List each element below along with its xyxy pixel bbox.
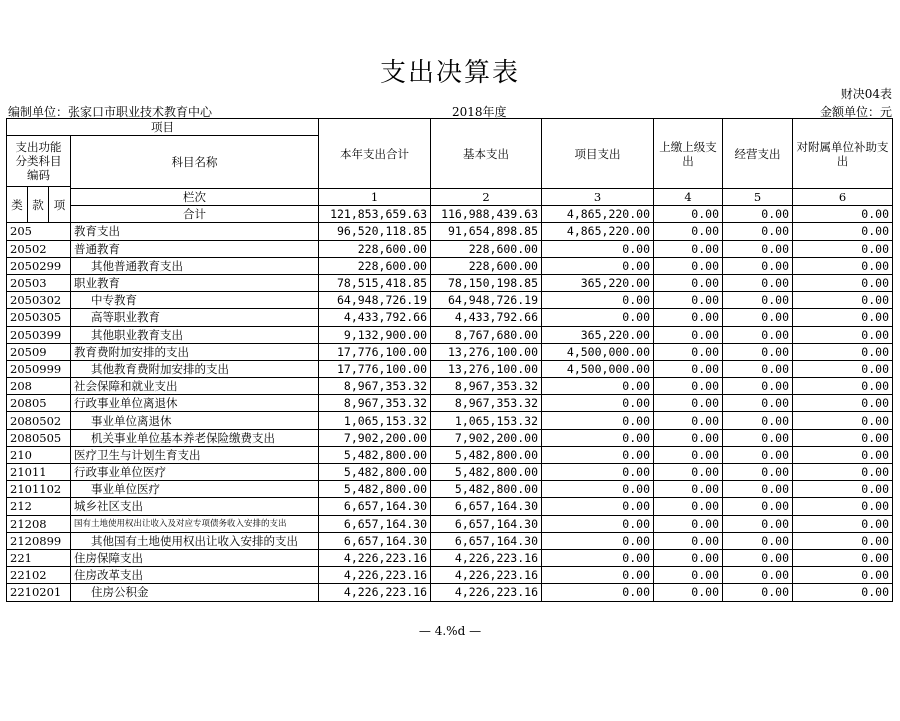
row-amount: 0.00 [654,567,723,584]
row-amount: 0.00 [542,309,654,326]
row-amount: 4,433,792.66 [319,309,431,326]
row-amount: 6,657,164.30 [319,498,431,515]
row-amount: 7,902,200.00 [319,429,431,446]
row-amount: 0.00 [654,446,723,463]
row-subject-name: 事业单位医疗 [71,481,319,498]
total-cell: 4,865,220.00 [542,206,654,223]
row-subject-name: 国有土地使用权出让收入及对应专项债务收入安排的支出 [71,515,319,532]
row-amount: 0.00 [542,515,654,532]
row-amount: 0.00 [793,429,893,446]
row-code: 2210201 [7,584,71,601]
row-amount: 0.00 [654,532,723,549]
row-amount: 0.00 [793,532,893,549]
row-amount: 0.00 [723,549,793,566]
header-lei: 类 [7,187,28,223]
row-subject-name: 中专教育 [71,292,319,309]
header-func-code: 支出功能分类科目编码 [7,136,71,187]
row-amount: 4,865,220.00 [542,223,654,240]
row-subject-name: 教育费附加安排的支出 [71,343,319,360]
row-amount: 64,948,726.19 [319,292,431,309]
row-amount: 0.00 [723,446,793,463]
row-amount: 0.00 [542,481,654,498]
row-amount: 1,065,153.32 [319,412,431,429]
row-code: 2080502 [7,412,71,429]
table-row [7,292,893,309]
row-subject-name: 普通教育 [71,240,319,257]
row-amount: 0.00 [793,567,893,584]
page-title: 支出决算表 [379,58,520,88]
table-row [7,274,893,291]
row-subject-name: 社会保障和就业支出 [71,378,319,395]
table-row [7,498,893,515]
row-amount: 91,654,898.85 [431,223,542,240]
header-upper: 上缴上级支出 [654,119,723,189]
row-amount: 0.00 [793,240,893,257]
row-amount: 0.00 [723,343,793,360]
row-code: 208 [7,378,71,395]
row-subject-name: 其他职业教育支出 [71,326,319,343]
row-amount: 0.00 [793,412,893,429]
row-amount: 0.00 [793,446,893,463]
row-amount: 8,967,353.32 [431,395,542,412]
row-code: 22102 [7,567,71,584]
row-amount: 4,500,000.00 [542,360,654,377]
row-amount: 17,776,100.00 [319,360,431,377]
row-amount: 4,226,223.16 [319,549,431,566]
row-amount: 0.00 [542,395,654,412]
row-amount: 0.00 [723,412,793,429]
row-amount: 6,657,164.30 [431,515,542,532]
row-amount: 0.00 [654,412,723,429]
row-amount: 6,657,164.30 [431,532,542,549]
row-amount: 6,657,164.30 [319,515,431,532]
row-subject-name: 职业教育 [71,274,319,291]
row-amount: 4,226,223.16 [431,584,542,601]
row-amount: 0.00 [654,481,723,498]
row-amount: 0.00 [542,257,654,274]
row-amount: 6,657,164.30 [319,532,431,549]
row-subject-name: 其他普通教育支出 [71,257,319,274]
row-amount: 5,482,800.00 [431,464,542,481]
row-amount: 0.00 [542,464,654,481]
row-amount: 0.00 [793,378,893,395]
row-amount: 0.00 [793,481,893,498]
row-amount: 4,433,792.66 [431,309,542,326]
row-amount: 0.00 [654,360,723,377]
header-lanci: 栏次 [71,189,319,206]
row-code: 20502 [7,240,71,257]
row-amount: 0.00 [542,446,654,463]
row-amount: 8,967,353.32 [431,378,542,395]
row-amount: 365,220.00 [542,274,654,291]
total-label: 合计 [71,206,319,223]
table-row [7,257,893,274]
header-project: 项目支出 [542,119,654,189]
col-index: 3 [542,189,654,206]
row-amount: 0.00 [723,532,793,549]
row-amount: 0.00 [654,223,723,240]
row-amount: 0.00 [793,274,893,291]
row-amount: 365,220.00 [542,326,654,343]
row-amount: 0.00 [723,223,793,240]
row-amount: 0.00 [654,257,723,274]
row-amount: 0.00 [793,395,893,412]
row-amount: 5,482,800.00 [431,446,542,463]
row-amount: 5,482,800.00 [319,481,431,498]
row-amount: 0.00 [654,395,723,412]
row-amount: 0.00 [723,257,793,274]
table-row [7,446,893,463]
header-business: 经营支出 [723,119,793,189]
row-amount: 0.00 [542,240,654,257]
row-amount: 0.00 [793,549,893,566]
row-amount: 0.00 [654,274,723,291]
row-subject-name: 事业单位离退休 [71,412,319,429]
row-amount: 78,150,198.85 [431,274,542,291]
header-total: 本年支出合计 [319,119,431,189]
row-subject-name: 医疗卫生与计划生育支出 [71,446,319,463]
row-subject-name: 住房公积金 [71,584,319,601]
row-amount: 8,967,353.32 [319,395,431,412]
table-row [7,223,893,240]
row-subject-name: 住房保障支出 [71,549,319,566]
table-row [7,584,893,601]
row-subject-name: 行政事业单位离退休 [71,395,319,412]
row-amount: 7,902,200.00 [431,429,542,446]
total-cell: 121,853,659.63 [319,206,431,223]
header-xiang: 项 [49,187,71,223]
col-index: 6 [793,189,893,206]
row-amount: 0.00 [654,464,723,481]
row-amount: 0.00 [654,326,723,343]
table-row [7,326,893,343]
row-subject-name: 城乡社区支出 [71,498,319,515]
row-code: 2050299 [7,257,71,274]
row-amount: 0.00 [723,240,793,257]
row-code: 2101102 [7,481,71,498]
row-amount: 78,515,418.85 [319,274,431,291]
row-code: 2120899 [7,532,71,549]
row-amount: 4,226,223.16 [431,549,542,566]
header-kuan: 款 [28,187,49,223]
row-amount: 0.00 [542,292,654,309]
form-number: 财决04表 [840,87,892,101]
table-row [7,412,893,429]
row-code: 2050302 [7,292,71,309]
row-amount: 0.00 [654,498,723,515]
total-row [7,206,893,223]
row-code: 21208 [7,515,71,532]
row-amount: 17,776,100.00 [319,343,431,360]
header-subject-name: 科目名称 [71,136,319,189]
row-code: 212 [7,498,71,515]
row-amount: 0.00 [654,549,723,566]
row-amount: 0.00 [793,584,893,601]
row-amount: 228,600.00 [431,257,542,274]
row-amount: 0.00 [723,292,793,309]
table-row [7,378,893,395]
row-amount: 13,276,100.00 [431,360,542,377]
row-amount: 0.00 [542,429,654,446]
amount-unit: 金额单位：元 [819,105,892,119]
row-amount: 0.00 [723,567,793,584]
row-code: 2080505 [7,429,71,446]
row-subject-name: 高等职业教育 [71,309,319,326]
col-index: 4 [654,189,723,206]
row-amount: 0.00 [793,498,893,515]
row-amount: 5,482,800.00 [319,464,431,481]
row-amount: 0.00 [793,309,893,326]
row-amount: 0.00 [723,360,793,377]
row-subject-name: 住房改革支出 [71,567,319,584]
row-amount: 1,065,153.32 [431,412,542,429]
row-amount: 8,967,353.32 [319,378,431,395]
row-amount: 0.00 [654,309,723,326]
row-amount: 9,132,900.00 [319,326,431,343]
row-amount: 228,600.00 [319,257,431,274]
row-amount: 0.00 [723,395,793,412]
table-row [7,343,893,360]
row-amount: 0.00 [542,498,654,515]
table-row [7,395,893,412]
row-amount: 0.00 [793,326,893,343]
row-code: 205 [7,223,71,240]
row-code: 21011 [7,464,71,481]
row-amount: 4,500,000.00 [542,343,654,360]
total-cell: 0.00 [793,206,893,223]
row-amount: 0.00 [542,549,654,566]
row-amount: 5,482,800.00 [431,481,542,498]
row-amount: 0.00 [793,464,893,481]
col-index: 2 [431,189,542,206]
row-amount: 13,276,100.00 [431,343,542,360]
row-code: 2050999 [7,360,71,377]
row-amount: 4,226,223.16 [319,584,431,601]
row-amount: 0.00 [723,498,793,515]
fiscal-year: 2018年度 [452,105,507,119]
row-amount: 96,520,118.85 [319,223,431,240]
row-amount: 0.00 [654,584,723,601]
row-amount: 0.00 [793,515,893,532]
row-subject-name: 其他教育费附加安排的支出 [71,360,319,377]
header-subsidy: 对附属单位补助支出 [793,119,893,189]
row-amount: 0.00 [654,240,723,257]
row-amount: 0.00 [654,515,723,532]
row-amount: 0.00 [542,532,654,549]
header-basic: 基本支出 [431,119,542,189]
row-amount: 0.00 [542,412,654,429]
total-cell: 0.00 [654,206,723,223]
table-row [7,429,893,446]
row-amount: 0.00 [723,515,793,532]
row-amount: 0.00 [654,429,723,446]
row-code: 210 [7,446,71,463]
row-subject-name: 教育支出 [71,223,319,240]
table-row [7,360,893,377]
row-amount: 4,226,223.16 [431,567,542,584]
row-amount: 228,600.00 [431,240,542,257]
row-amount: 5,482,800.00 [319,446,431,463]
row-amount: 0.00 [723,584,793,601]
row-amount: 0.00 [654,292,723,309]
table-row [7,567,893,584]
row-amount: 0.00 [654,378,723,395]
row-amount: 0.00 [723,274,793,291]
table-row [7,515,893,532]
row-amount: 0.00 [723,378,793,395]
total-cell: 0.00 [723,206,793,223]
row-amount: 0.00 [542,584,654,601]
row-code: 20503 [7,274,71,291]
row-amount: 0.00 [723,464,793,481]
row-code: 2050399 [7,326,71,343]
reporting-unit: 编制单位：张家口市职业技术教育中心 [8,105,213,119]
row-amount: 0.00 [723,429,793,446]
table-row [7,481,893,498]
row-amount: 6,657,164.30 [431,498,542,515]
row-code: 20509 [7,343,71,360]
header-item: 项目 [7,119,319,136]
row-amount: 0.00 [793,257,893,274]
row-amount: 0.00 [793,343,893,360]
row-subject-name: 其他国有土地使用权出让收入安排的支出 [71,532,319,549]
row-amount: 0.00 [723,309,793,326]
table-row [7,464,893,481]
row-subject-name: 行政事业单位医疗 [71,464,319,481]
row-amount: 0.00 [654,343,723,360]
table-row [7,240,893,257]
row-amount: 228,600.00 [319,240,431,257]
row-amount: 0.00 [542,567,654,584]
row-amount: 0.00 [793,223,893,240]
expenditure-table [6,118,893,602]
col-index: 5 [723,189,793,206]
row-amount: 0.00 [542,378,654,395]
table-row [7,532,893,549]
row-amount: 0.00 [723,481,793,498]
row-code: 20805 [7,395,71,412]
row-code: 2050305 [7,309,71,326]
col-index: 1 [319,189,431,206]
table-row [7,309,893,326]
row-amount: 0.00 [793,360,893,377]
row-code: 221 [7,549,71,566]
page-number: — 4.%d — [418,624,482,638]
row-amount: 0.00 [723,326,793,343]
row-amount: 64,948,726.19 [431,292,542,309]
row-amount: 8,767,680.00 [431,326,542,343]
row-amount: 0.00 [793,292,893,309]
row-subject-name: 机关事业单位基本养老保险缴费支出 [71,429,319,446]
row-amount: 4,226,223.16 [319,567,431,584]
total-cell: 116,988,439.63 [431,206,542,223]
table-row [7,549,893,566]
